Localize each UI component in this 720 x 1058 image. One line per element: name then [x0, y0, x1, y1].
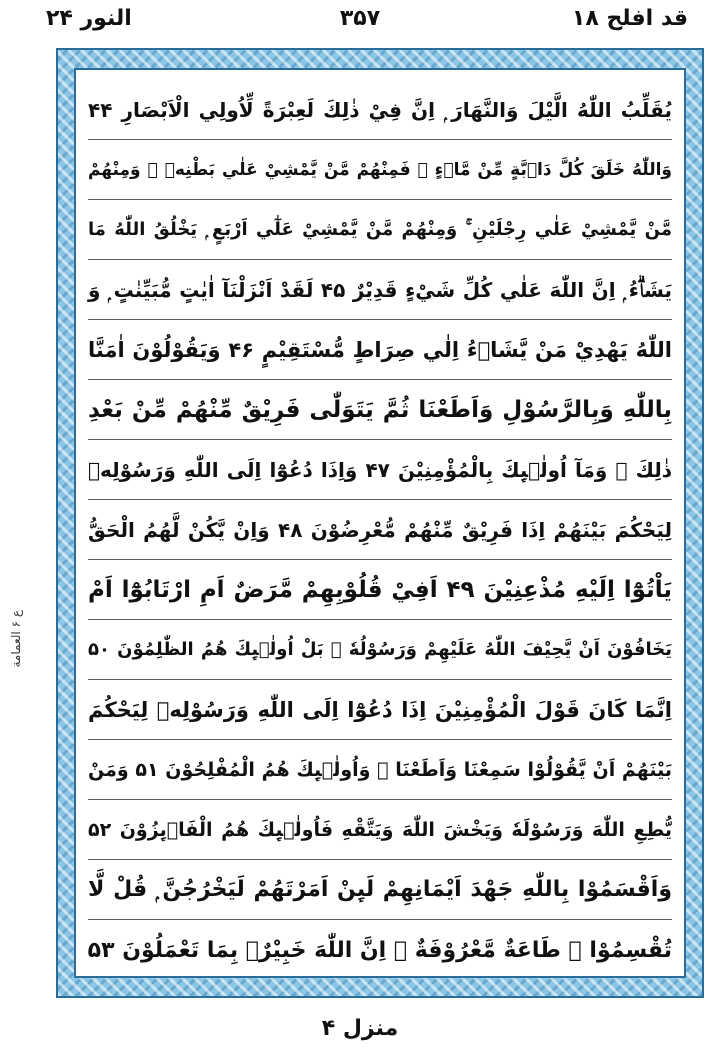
verse-text: اِنَّمَا كَانَ قَوْلَ الْمُؤْمِنِيْنَ اِذَا دُعُوْٓا اِلَى اللّٰهِ وَرَسُوْلِهٖ لِيَحْكُمَ — [88, 697, 672, 722]
verse-text: ذٰلِكَ ۭ وَمَآ اُولٰۗىِٕكَ بِالْمُؤْمِنِيْنَ ۴۷ وَاِذَا دُعُوْٓا اِلَى اللّٰهِ وَرَسُوْلِهٖ — [88, 457, 673, 482]
verse-line — [88, 860, 672, 920]
verse-line — [88, 320, 672, 380]
verse-text: لِيَحْكُمَ بَيْنَهُمْ اِذَا فَرِيْقٌ مِّنْهُمْ مُّعْرِضُوْنَ ۴۸ وَاِنْ يَّكُنْ لَّهُمُ الْحَقُّ — [88, 517, 672, 542]
text-panel — [74, 68, 686, 978]
verse-line — [88, 800, 672, 860]
surah-title: النور ۲۴ — [46, 6, 132, 31]
decorative-border-frame — [56, 48, 704, 998]
verse-text: وَاَقْسَمُوْا بِاللّٰهِ جَهْدَ اَيْمَانِهِمْ لَىِٕنْ اَمَرْتَهُمْ لَيَخْرُجُنَّ ۭ قُلْ لَّا — [88, 877, 672, 902]
verse-line — [88, 500, 672, 560]
verse-line — [88, 620, 672, 680]
verse-text: مَّنْ يَّمْشِيْ عَلٰي رِجْلَيْنِ ۚ وَمِنْهُمْ مَّنْ يَّمْشِيْ عَلٰٓي اَرْبَعٍ ۭ يَخْلُقُ اللّٰهُ مَا — [88, 219, 672, 240]
verse-line — [88, 440, 672, 500]
verse-line — [88, 740, 672, 800]
ruku-margin-note: ع ۶ العمامة — [9, 610, 23, 668]
page-header — [0, 0, 720, 50]
verse-text: وَاللّٰهُ خَلَقَ كُلَّ دَاۗبَّةٍ مِّنْ مَّاۗءٍ ۚ فَمِنْهُمْ مَّنْ يَّمْشِيْ عَلٰي بَطْنِهٖ ۚ وَمِنْهُمْ — [88, 159, 672, 180]
juz-title: قد افلح ۱۸ — [571, 6, 688, 31]
verse-line — [88, 80, 672, 140]
verse-text: يَاْتُوْٓا اِلَيْهِ مُذْعِنِيْنَ ۴۹ اَفِيْ قُلُوْبِهِمْ مَّرَضٌ اَمِ ارْتَابُوْٓا اَمْ — [88, 576, 672, 603]
verse-text: اللّٰهُ يَهْدِيْ مَنْ يَّشَاۗءُ اِلٰي صِرَاطٍ مُّسْتَقِيْمٍ ۴۶ وَيَقُوْلُوْنَ اٰمَنَّا — [88, 337, 672, 362]
verse-text: يَخَافُوْنَ اَنْ يَّحِيْفَ اللّٰهُ عَلَيْهِمْ وَرَسُوْلُهٗ ۭ بَلْ اُولٰۗىِٕكَ هُمُ الظّٰلِمُوْنَ ۵۰ — [88, 639, 672, 660]
verse-text: بَيْنَهُمْ اَنْ يَّقُوْلُوْا سَمِعْنَا وَاَطَعْنَا ۭ وَاُولٰۗىِٕكَ هُمُ الْمُفْلِحُوْنَ ۵۱ وَمَنْ — [88, 758, 672, 781]
verse-line — [88, 560, 672, 620]
verse-text: يُقَلِّبُ اللّٰهُ الَّيْلَ وَالنَّهَارَ ۭ اِنَّ فِيْ ذٰلِكَ لَعِبْرَةً لِّاُولِي الْاَبْصَارِ ۴۴ — [88, 97, 672, 122]
verse-text: بِاللّٰهِ وَبِالرَّسُوْلِ وَاَطَعْنَا ثُمَّ يَتَوَلّٰى فَرِيْقٌ مِّنْهُمْ مِّنْ بَعْدِ — [88, 396, 672, 423]
verse-line — [88, 920, 672, 980]
page-number: ۳۵۷ — [339, 6, 381, 31]
verse-line — [88, 380, 672, 440]
verse-line — [88, 140, 672, 200]
verse-line — [88, 680, 672, 740]
verse-text: يُّطِعِ اللّٰهَ وَرَسُوْلَهٗ وَيَخْشَ اللّٰهَ وَيَتَّقْهِ فَاُولٰۗىِٕكَ هُمُ الْفَاۗىِٕزُوْنَ ۵۲ — [88, 818, 672, 841]
verse-text: تُقْسِمُوْا ۚ طَاعَةٌ مَّعْرُوْفَةٌ ۭ اِنَّ اللّٰهَ خَبِيْرٌۢ بِمَا تَعْمَلُوْنَ ۵۳ — [87, 937, 672, 963]
verse-line — [88, 260, 672, 320]
manzil-footer: منزل ۴ — [321, 1016, 399, 1041]
verse-text: يَشَاۗءُ ۭ اِنَّ اللّٰهَ عَلٰي كُلِّ شَيْءٍ قَدِيْرٌ ۴۵ لَقَدْ اَنْزَلْنَآ اٰيٰتٍ مُّبَيِّنٰتٍ ۭ وَ — [88, 277, 673, 302]
verse-line — [88, 200, 672, 260]
